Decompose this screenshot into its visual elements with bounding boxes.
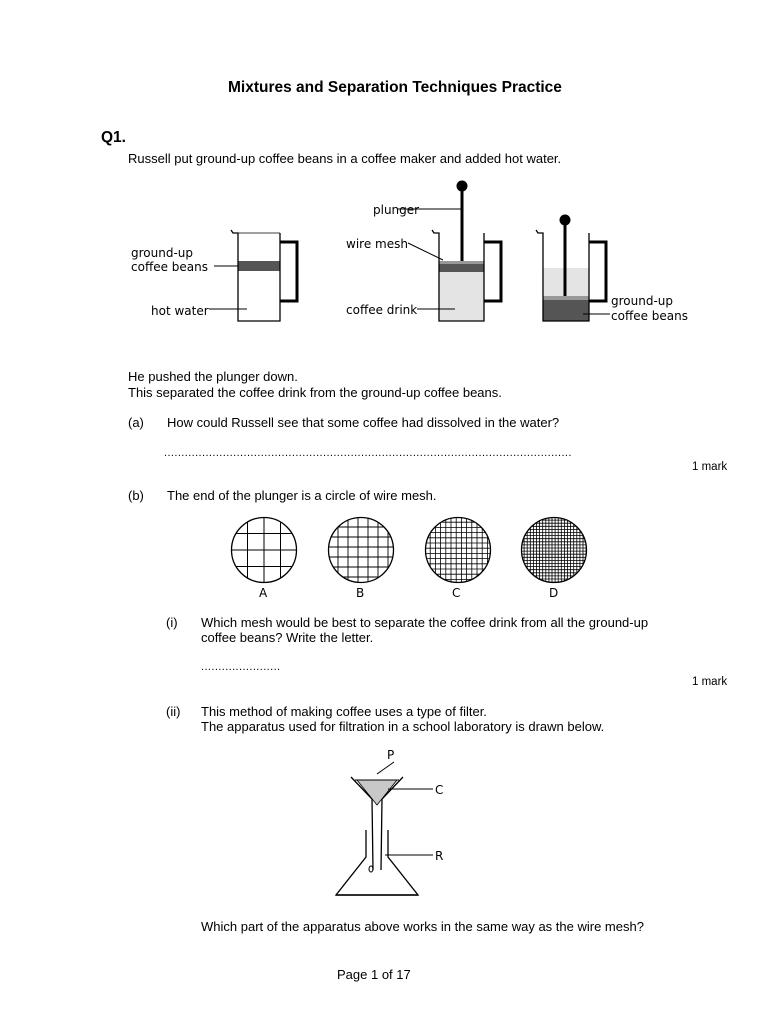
apparatus-label-c: C [435, 783, 444, 797]
mesh-b [328, 517, 394, 583]
sub-i-answer-line[interactable]: ....................... [201, 661, 281, 673]
label-wire-mesh: wire mesh [346, 237, 408, 251]
apparatus-label-r: R [435, 849, 444, 863]
part-a-mark: 1 mark [692, 461, 728, 473]
apparatus-label-p: P [387, 748, 395, 762]
sub-i-text-1: Which mesh would be best to separate the coffee drink from all the ground-up [201, 615, 649, 630]
sub-i-mark: 1 mark [692, 676, 728, 688]
mesh-label-d: D [549, 586, 559, 600]
coffee-jar-2 [432, 181, 501, 322]
label-coffee-beans-right: coffee beans [611, 309, 688, 323]
text-pushed-plunger: He pushed the plunger down. [128, 369, 298, 384]
mesh-a [231, 517, 297, 583]
part-b-label: (b) [128, 488, 144, 503]
coffee-jar-1 [231, 230, 297, 321]
sub-ii-text-1: This method of making coffee uses a type of filter. [201, 704, 487, 719]
mesh-circles [225, 512, 595, 586]
mesh-d [521, 517, 587, 583]
text-separated: This separated the coffee drink from the ground-up coffee beans. [128, 385, 502, 400]
label-ground-up-right: ground-up [611, 294, 674, 308]
label-ground-up: ground-up [131, 246, 194, 260]
part-a-label: (a) [128, 415, 144, 430]
sub-i-text-2: coffee beans? Write the letter. [201, 630, 374, 645]
mesh-label-b: B [356, 586, 365, 600]
coffee-jar-3 [536, 215, 606, 322]
question-number: Q1. [101, 129, 126, 146]
conical-flask [336, 830, 418, 895]
part-b-question: The end of the plunger is a circle of wire mesh. [167, 488, 437, 503]
filtration-apparatus [320, 745, 460, 905]
part-a-question: How could Russell see that some coffee had dissolved in the water? [167, 415, 560, 430]
label-coffee-drink: coffee drink [346, 303, 418, 317]
mesh-label-a: A [259, 586, 268, 600]
sub-i-label: (i) [166, 615, 178, 630]
label-coffee-beans: coffee beans [131, 260, 208, 274]
mesh-label-c: C [452, 586, 461, 600]
page-footer: Page 1 of 17 [337, 967, 411, 982]
label-hot-water: hot water [151, 304, 209, 318]
label-plunger: plunger [373, 203, 420, 217]
filter-funnel [351, 777, 403, 870]
sub-ii-question: Which part of the apparatus above works in the same way as the wire mesh? [201, 919, 644, 934]
part-a-answer-line[interactable]: ...................................................................................................................... [164, 447, 572, 459]
mesh-c [425, 517, 491, 583]
sub-ii-text-2: The apparatus used for filtration in a school laboratory is drawn below. [201, 719, 605, 734]
question-intro: Russell put ground-up coffee beans in a coffee maker and added hot water. [128, 151, 562, 166]
sub-ii-label: (ii) [166, 704, 181, 719]
page-title: Mixtures and Separation Techniques Practice [228, 79, 562, 96]
